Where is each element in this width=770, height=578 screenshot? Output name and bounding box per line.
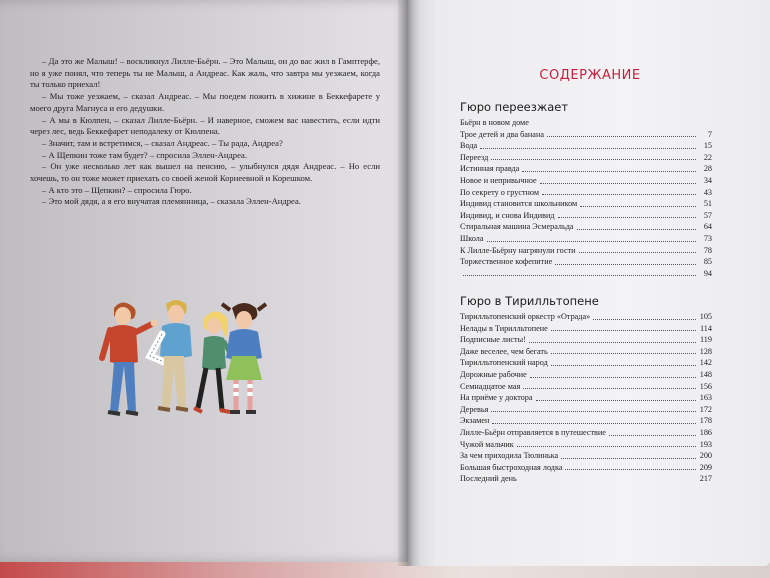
toc-entry-label: К Лилле-Бьёрну нагрянули гости — [460, 245, 576, 255]
toc-entry-label: За чем приходила Тюлинька — [460, 451, 559, 461]
toc-entry — [460, 404, 712, 416]
toc-entry — [460, 245, 712, 257]
toc-entry-label: Стиральная машина Эсмеральда — [460, 222, 574, 232]
story-paragraph: – А Щепкин тоже там будет? – спросила Эллен-Андреа. — [42, 149, 247, 160]
toc-entry — [460, 450, 712, 462]
toc-entry-page: 43 — [703, 187, 712, 197]
story-paragraph: – Мы тоже уезжаем, – сказал Андреас. – Мы поедем пожить в хижине в Беккефарете у моего друга Магнуса и его дедушки. — [30, 91, 380, 113]
toc-entry-label: Индивид становится школьником — [460, 199, 578, 209]
toc-entry-label: Чужой мальчик — [460, 439, 514, 449]
toc-entry-label: Экзамен — [460, 416, 490, 426]
toc-entry-page: 105 — [699, 312, 712, 321]
toc-entry-label: Бьёрн в новом доме — [460, 118, 529, 127]
section-title: Гюро переезжает — [460, 100, 569, 114]
story-text — [30, 56, 380, 208]
toc-entry — [460, 392, 712, 404]
blonde-girl-figure — [194, 311, 234, 412]
toc-entry — [460, 221, 712, 233]
children-illustration — [96, 290, 276, 440]
toc-entry — [460, 473, 712, 485]
toc-entry — [460, 323, 712, 335]
toc-entry-label: Тирилльтопенский народ — [460, 358, 548, 368]
toc-entry — [460, 233, 712, 245]
toc-entry — [460, 311, 712, 323]
toc-entry-label: Вода — [460, 141, 478, 151]
toc-entry — [460, 210, 712, 222]
toc-entry-page: 64 — [703, 222, 712, 232]
toc-title: СОДЕРЖАНИЕ — [539, 68, 641, 83]
toc-entry-label: На приёме у доктора — [460, 393, 533, 403]
toc-entry-page: 28 — [703, 164, 712, 174]
toc-entry-label: Переезд — [460, 152, 489, 162]
toc-entry-label: Деревья — [460, 404, 489, 414]
toc-section-2 — [460, 311, 712, 485]
toc-entry-label: Школа — [460, 233, 484, 243]
toc-entry — [460, 346, 712, 358]
toc-entry-label: Трое детей и два банана — [460, 129, 544, 139]
toc-entry-page: 51 — [703, 199, 712, 209]
toc-entry-label: Новое и непривычное — [460, 175, 537, 185]
toc-entry-label: Лилле-Бьёрн отправляется в путешествие — [460, 427, 606, 437]
toc-entry — [460, 140, 712, 152]
toc-entry — [460, 462, 712, 474]
toc-entry-page: 34 — [703, 175, 712, 185]
story-paragraph: – А мы в Кюлпен, – сказал Лилле-Бьёрн. – И наверное, сможем вас навестить, если идти через лес, ведь Беккефарет неподалеку от Кюлпена. — [30, 114, 380, 137]
toc-entry-page: 78 — [703, 245, 712, 255]
toc-entry — [460, 381, 712, 393]
toc-entry-page: 128 — [699, 346, 712, 356]
toc-entry-page: 94 — [703, 268, 712, 278]
toc-entry — [460, 268, 712, 280]
book-gutter — [398, 0, 420, 566]
story-paragraph: – Да это же Малыш! – воскликнул Лилле-Бьёрн. – Это Малыш, он до вас жил в Гамптерфе, но я уже понял, что теперь ты не Малыш, а Андреас. Как жаль, что завтра мы уезжаем, когда ты только приехал! — [30, 56, 380, 90]
toc-entry-label: Торжественное кофепитие — [460, 257, 553, 267]
toc-entry-page: 156 — [699, 381, 712, 391]
toc-entry-label: Даже веселее, чем бегать — [460, 346, 548, 356]
story-paragraph: – Значит, там и встретимся, – сказал Андреас. – Ты рада, Андреа? — [42, 137, 283, 148]
toc-entry — [460, 187, 712, 199]
toc-entry-label: Истинная правда — [460, 164, 520, 174]
story-paragraph: – Это мой дядя, а я его внучатая племянница, – сказала Эллен-Андреа. — [42, 196, 301, 207]
toc-entry — [460, 198, 712, 210]
toc-entry-page: 186 — [699, 427, 712, 437]
toc-entry — [460, 357, 712, 369]
toc-entry-page: 15 — [703, 141, 712, 151]
toc-entry-page: 114 — [700, 323, 712, 333]
toc-entry-page: 22 — [703, 152, 712, 162]
toc-entry-page: 85 — [703, 257, 712, 267]
toc-entry-page: 142 — [699, 358, 712, 368]
toc-entry-page: 73 — [703, 233, 712, 243]
toc-entry-label: По секрету о грустном — [460, 187, 540, 197]
toc-entry — [460, 334, 712, 346]
toc-entry — [460, 129, 712, 141]
toc-entry — [460, 175, 712, 187]
story-paragraph: – Он уже несколько лет как вышел на пенсию, – улыбнулся дядя Андреас. – Но если хочешь, то он тоже может приехать со своей женой Корнеевной и Корешком. — [30, 161, 380, 184]
toc-entry-page: 209 — [699, 462, 712, 472]
toc-entry-page: 148 — [699, 369, 712, 379]
toc-entry-label: Дорожные рабочие — [460, 369, 527, 379]
toc-entry — [460, 427, 712, 439]
toc-entry — [460, 256, 712, 268]
toc-entry — [460, 163, 712, 175]
toc-entry-label: Семнадцатое мая — [460, 381, 521, 391]
toc-entry-page: 178 — [699, 416, 712, 426]
toc-entry-label: Большая быстроходная лодка — [460, 462, 563, 472]
toc-entry-page: 119 — [700, 335, 712, 345]
toc-section-1 — [460, 117, 712, 279]
toc-entry — [460, 152, 712, 164]
toc-entry-page: 217 — [699, 474, 712, 484]
toc-entry — [460, 415, 712, 427]
toc-entry-page: 7 — [707, 129, 712, 139]
toc-entry-page: 163 — [699, 393, 712, 403]
dark-haired-girl-figure — [222, 303, 266, 412]
toc-entry — [460, 439, 712, 451]
toc-entry-page: 200 — [699, 451, 712, 461]
toc-entry-label: Тирилльтопенский оркестр «Отрада» — [460, 312, 591, 321]
toc-entry-label: Нелады в Тирилльтопене — [460, 323, 548, 333]
toc-entry-label: Индивид, и снова Индивид — [460, 210, 555, 220]
toc-entry — [460, 369, 712, 381]
toc-entry-label: Последний день — [460, 474, 517, 484]
toc-entry-label: Подписные листы! — [460, 335, 526, 345]
toc-entry-page: 193 — [699, 439, 712, 449]
toc-entry-page: 172 — [699, 404, 712, 414]
toc-entry-page: 57 — [703, 210, 712, 220]
boy-cast-figure — [150, 300, 192, 410]
section-title: Гюро в Тирилльтопене — [460, 294, 599, 308]
toc-entry — [460, 117, 712, 129]
story-paragraph: – А кто это – Щепкин? – спросила Гюро. — [42, 184, 192, 195]
